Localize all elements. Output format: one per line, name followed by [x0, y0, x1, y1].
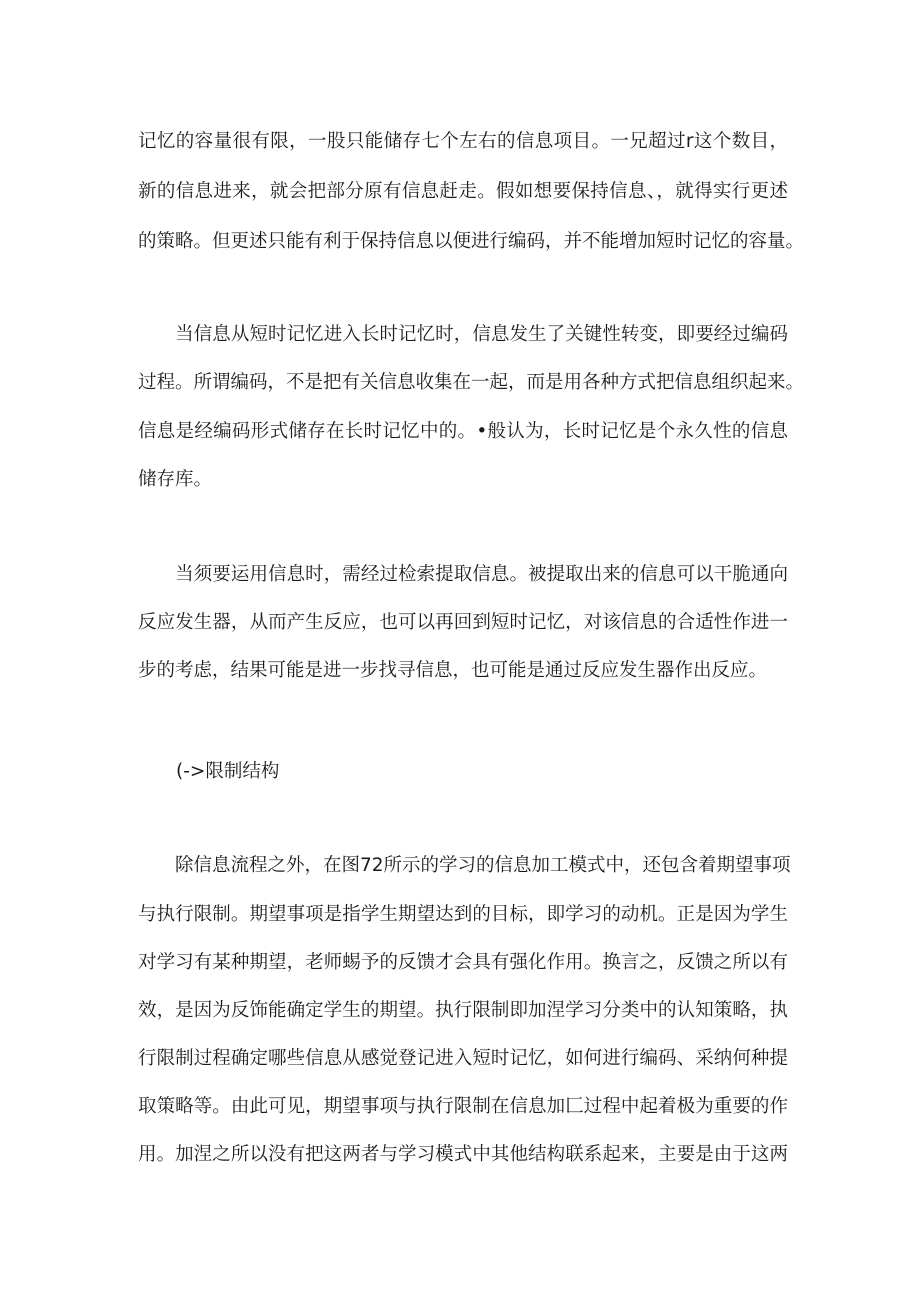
- paragraph-5-line-6: 取策略等。由此可见，期望事项与执行限制在信息加匚过程中起着极为重要的作: [138, 1096, 788, 1117]
- paragraph-5-line-1: 除信息流程之外，在图72所示的学习的信息加工模式中，还包含着期望事项: [138, 855, 791, 876]
- paragraph-2-line-4: 储存库。: [138, 469, 213, 490]
- paragraph-3-line-3: 步的考虑，结果可能是进一步找寻信息，也可能是通过反应发生器作出反应。: [138, 660, 768, 681]
- paragraph-3-line-2: 反应发生器，从而产生反应，也可以再回到短时记忆，对该信息的合适性作进一: [138, 612, 788, 633]
- section-heading: (->限制结构: [176, 761, 280, 782]
- paragraph-5-line-7: 用。加涅之所以没有把这两者与学习模式中其他结构联系起来，主要是由于这两: [138, 1144, 788, 1165]
- paragraph-5-line-3: 对学习有某种期望，老师蜴予的反馈才会具有强化作用。换言之，反馈之所以有: [138, 952, 788, 973]
- paragraph-5-line-2: 与执行限制。期望事项是指学生期望达到的目标，即学习的动机。正是因为学生: [138, 904, 788, 925]
- paragraph-5-line-4: 效，是因为反饰能确定学生的期望。执行限制即加涅学习分类中的认知策略，执: [138, 1000, 788, 1021]
- paragraph-5-line-5: 行限制过程确定哪些信息从感觉登记进入短时记忆，如何进行编码、采纳何种提: [138, 1048, 788, 1069]
- paragraph-1-line-3: 的策略。但更述只能有利于保持信息以便进行编码，并不能增加短时记忆的容量。: [138, 231, 805, 252]
- paragraph-2-line-2: 过程。所谓编码，不是把有关信息收集在一起，而是用各种方式把信息组织起来。: [138, 372, 805, 393]
- paragraph-2-line-3: 信息是经编码形式储存在长时记忆中的。•般认为，长时记忆是个永久性的信息: [138, 421, 788, 442]
- paragraph-1-line-2: 新的信息进来，就会把部分原有信息赶走。假如想要保持信息、，就得实行更述: [138, 181, 788, 202]
- paragraph-3-line-1: 当须要运用信息时，需经过检索提取信息。被提取出来的信息可以干脆通向: [138, 564, 788, 585]
- paragraph-1-line-1: 记忆的容量很有限，一股只能储存七个左右的信息项目。一兄超过r这个数目，: [138, 131, 788, 152]
- paragraph-2-line-1: 当信息从短时记忆进入长时记忆时，信息发生了关键性转变，即要经过编码: [138, 324, 788, 345]
